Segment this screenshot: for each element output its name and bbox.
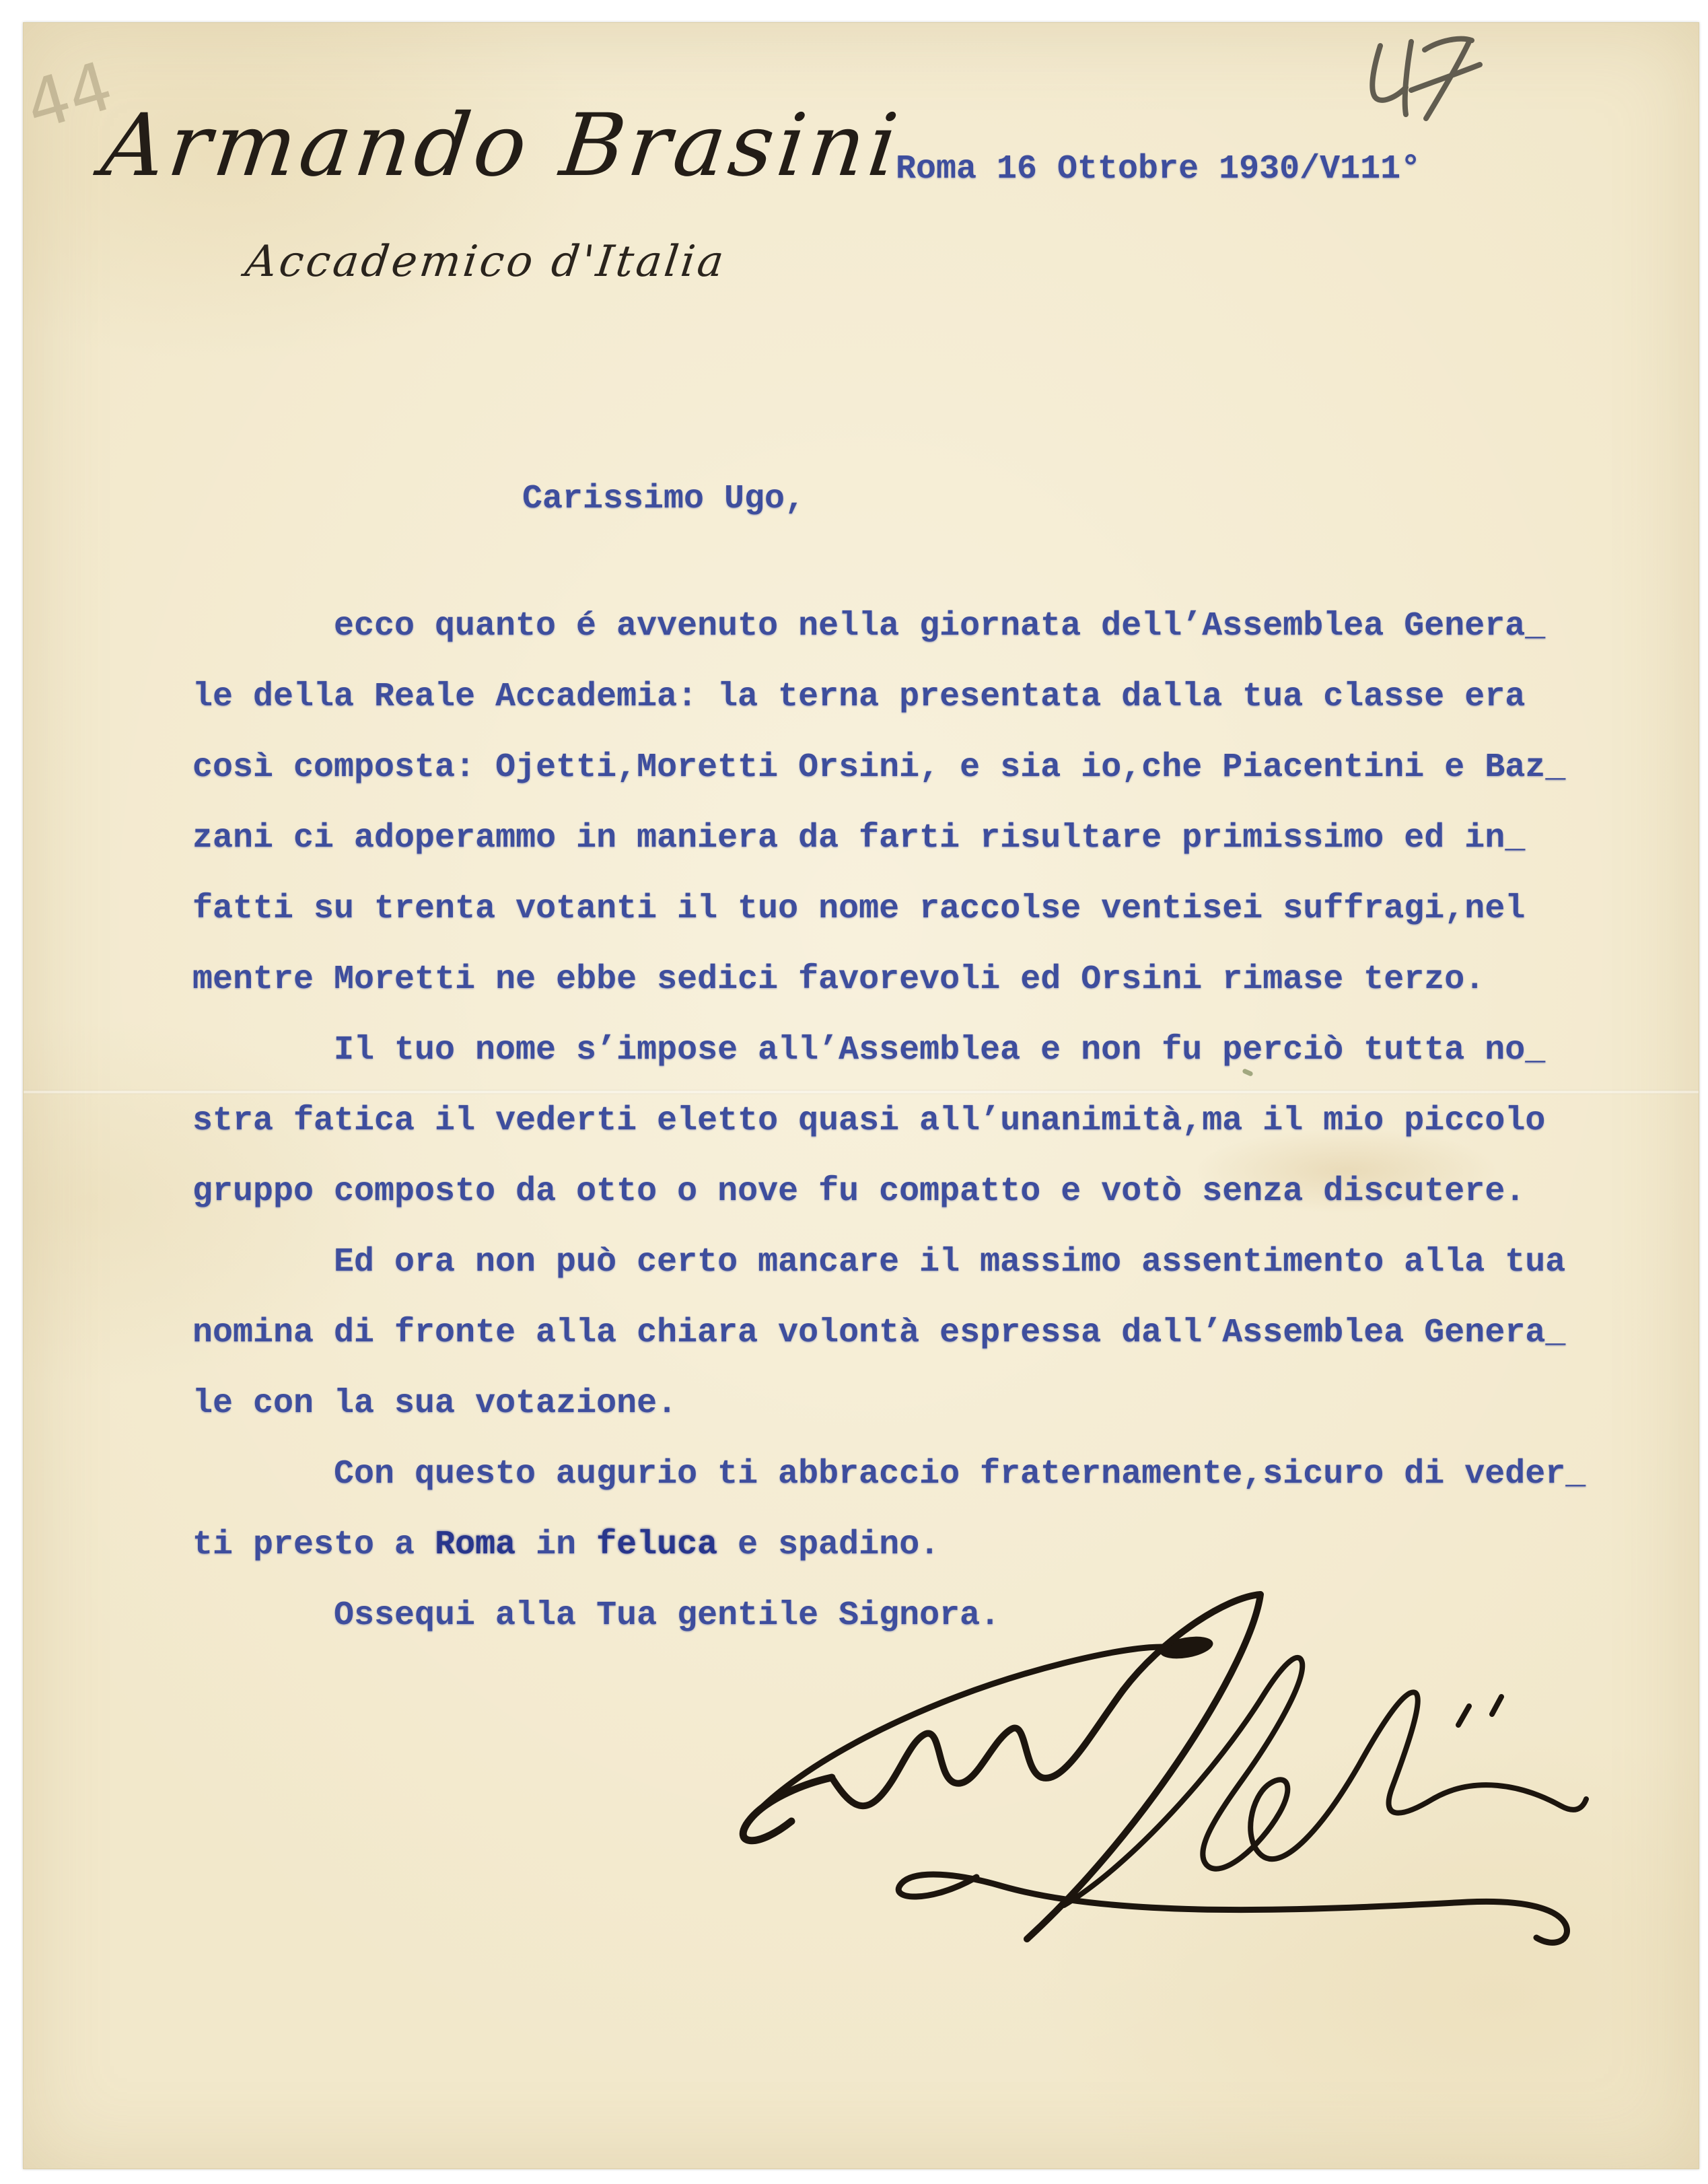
letter-line: [192, 803, 1586, 874]
letter-text: nomina di fronte alla chiara volontà espressa dall’Assemblea Genera_: [192, 1314, 1566, 1352]
letter-text: gruppo composto da otto o nove fu compatto e votò senza discutere.: [192, 1172, 1526, 1211]
faint-pencil-number: 44: [17, 46, 121, 146]
letter-text: stra fatica il vederti eletto quasi all’unanimità,ma il mio piccolo: [192, 1102, 1546, 1140]
letter-text: Il tuo nome s’impose all’Assemblea e non fu perciò tutta no_: [334, 1031, 1546, 1069]
letter-line: [192, 732, 1586, 803]
letter-text: mentre Moretti ne ebbe sedici favorevoli ed Orsini rimase terzo.: [192, 960, 1485, 999]
letter-text: ecco quanto é avvenuto nella giornata dell’Assemblea Genera_: [334, 607, 1546, 645]
letter-text: Ossequi alla Tua gentile Signora.: [334, 1596, 1001, 1635]
letter-line: [192, 1439, 1586, 1510]
letterhead-title: Accademico d'Italia: [242, 237, 730, 287]
letter-word-heavy-ink: feluca: [596, 1526, 718, 1564]
letter-text: fatti su trenta votanti il tuo nome raccolse ventisei suffragi,nel: [192, 890, 1526, 928]
letter-line: [192, 874, 1586, 944]
letter-line: [192, 1015, 1586, 1086]
letter-text: le con la sua votazione.: [192, 1384, 678, 1423]
letter-text: e spadino.: [717, 1526, 940, 1564]
salutation: Carissimo Ugo,: [522, 480, 806, 518]
letter-text: le della Reale Accademia: la terna presentata dalla tua classe era: [192, 678, 1526, 716]
archival-number-pencil-47: [1355, 23, 1503, 131]
letter-text: zani ci adoperammo in maniera da farti risultare primissimo ed in_: [192, 819, 1526, 857]
letter-line: [192, 1368, 1586, 1439]
date-line: Roma 16 Ottobre 1930/V111°: [896, 150, 1421, 188]
letter-line: [192, 1086, 1586, 1156]
fold-crease: [24, 1090, 1699, 1094]
letter-text: in: [515, 1526, 597, 1564]
letter-text: Ed ora non può certo mancare il massimo assentimento alla tua: [334, 1243, 1566, 1281]
letter-word-heavy-ink: Roma: [435, 1526, 516, 1564]
letter-line: [192, 591, 1586, 662]
letter-line: [192, 1510, 1586, 1580]
handwritten-signature-icon: [687, 1582, 1670, 1959]
letter-text: Con questo augurio ti abbraccio fraternamente,sicuro di veder_: [334, 1455, 1586, 1493]
letter-body: [192, 591, 1586, 1651]
letter-line: [192, 944, 1586, 1015]
letter-text: ti presto a: [192, 1526, 435, 1564]
letter-text: così composta: Ojetti,Moretti Orsini, e sia io,che Piacentini e Baz_: [192, 748, 1566, 787]
letter-paper: [17, 22, 1699, 2169]
letter-line: [192, 1227, 1586, 1298]
letter-line: [192, 662, 1586, 732]
letter-line: [192, 1298, 1586, 1368]
letter-line: [192, 1156, 1586, 1227]
letterhead-name: Armando Brasini: [96, 96, 907, 196]
